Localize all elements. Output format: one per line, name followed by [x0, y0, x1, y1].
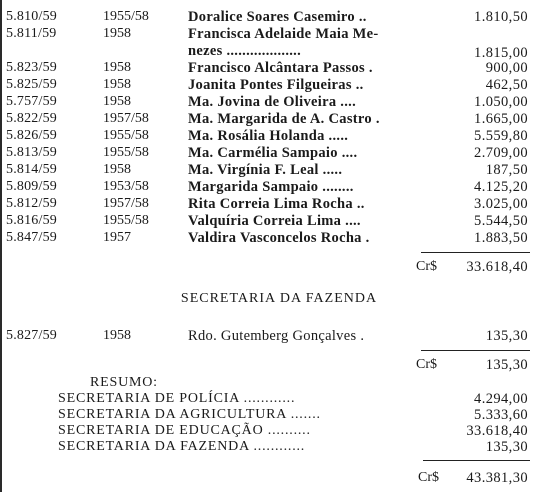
beneficiary-name: Valdira Vasconcelos Rocha .: [188, 230, 370, 246]
process-number: 5.814/59: [6, 162, 57, 177]
year-range: 1953/58: [103, 179, 149, 194]
grand-total-currency: Cr$: [418, 470, 439, 485]
amount: 1.665,00: [474, 111, 528, 127]
amount: 462,50: [485, 77, 528, 93]
summary-label: SECRETARIA DA FAZENDA ............: [58, 439, 306, 454]
entry-row: [0, 25, 558, 43]
beneficiary-name: Rdo. Gutemberg Gonçalves .: [188, 328, 365, 344]
year-range: 1958: [103, 328, 131, 343]
year-range: 1955/58: [103, 128, 149, 143]
summary-label: SECRETARIA DE POLÍCIA ............: [58, 391, 296, 406]
section-total-amount: 135,30: [485, 357, 528, 373]
section-heading: SECRETARIA DA FAZENDA: [180, 291, 378, 306]
entry-row: [0, 195, 558, 213]
process-number: 5.816/59: [6, 213, 57, 228]
process-number: 5.827/59: [6, 328, 57, 343]
beneficiary-name: Francisco Alcântara Passos .: [188, 60, 373, 76]
amount: 4.125,20: [474, 179, 528, 195]
resumo-heading: RESUMO:: [90, 375, 158, 390]
beneficiary-name: Ma. Margarida de A. Castro .: [188, 111, 380, 127]
section-total-currency: Cr$: [416, 357, 437, 372]
process-number: 5.823/59: [6, 60, 57, 75]
amount: 5.559,80: [474, 128, 528, 144]
entry-row: [0, 59, 558, 77]
beneficiary-name: Doralice Soares Casemiro ..: [188, 9, 367, 25]
beneficiary-name: Francisca Adelaide Maia Me-: [188, 26, 379, 42]
amount: 1.883,50: [474, 230, 528, 246]
process-number: 5.757/59: [6, 94, 57, 109]
summary-amount: 5.333,60: [474, 407, 528, 423]
summary-amount: 33.618,40: [466, 423, 528, 439]
summary-label: SECRETARIA DE EDUCAÇÃO ..........: [58, 423, 311, 438]
beneficiary-name: nezes ...................: [188, 43, 302, 59]
entry-row: [0, 161, 558, 179]
summary-amount: 4.294,00: [474, 391, 528, 407]
grand-total-amount: 43.381,30: [466, 470, 528, 486]
section-total-rule: [421, 350, 530, 351]
year-range: 1955/58: [103, 213, 149, 228]
year-range: 1957/58: [103, 111, 149, 126]
process-number: 5.825/59: [6, 77, 57, 92]
entry-row: [0, 178, 558, 196]
process-number: 5.826/59: [6, 128, 57, 143]
year-range: 1958: [103, 60, 131, 75]
amount: 1.050,00: [474, 94, 528, 110]
year-range: 1955/58: [103, 9, 149, 24]
entry-row: [0, 127, 558, 145]
summary-amount: 135,30: [485, 439, 528, 455]
entry-row: [0, 229, 558, 247]
grand-total-rule: [423, 460, 530, 461]
amount: 3.025,00: [474, 196, 528, 212]
process-number: 5.809/59: [6, 179, 57, 194]
amount: 2.709,00: [474, 145, 528, 161]
year-range: 1957: [103, 230, 131, 245]
year-range: 1958: [103, 26, 131, 41]
process-number: 5.811/59: [6, 26, 57, 41]
beneficiary-name: Ma. Virgínia F. Leal .....: [188, 162, 343, 178]
entry-row: [0, 8, 558, 26]
process-number: 5.812/59: [6, 196, 57, 211]
entry-row: [0, 327, 558, 345]
subtotal-rule: [421, 252, 530, 253]
amount: 187,50: [485, 162, 528, 178]
year-range: 1958: [103, 162, 131, 177]
beneficiary-name: Joanita Pontes Filgueiras ..: [188, 77, 364, 93]
entry-row: [0, 212, 558, 230]
beneficiary-name: Rita Correia Lima Rocha ..: [188, 196, 365, 212]
amount: 5.544,50: [474, 213, 528, 229]
process-number: 5.847/59: [6, 230, 57, 245]
process-number: 5.810/59: [6, 9, 57, 24]
summary-label: SECRETARIA DA AGRICULTURA .......: [58, 407, 321, 422]
amount: 900,00: [485, 60, 528, 76]
entry-row: [0, 76, 558, 94]
year-range: 1955/58: [103, 145, 149, 160]
year-range: 1957/58: [103, 196, 149, 211]
beneficiary-name: Ma. Jovina de Oliveira ....: [188, 94, 356, 110]
entry-row: [0, 144, 558, 162]
amount: 1.810,50: [474, 9, 528, 25]
subtotal-amount: 33.618,40: [466, 259, 528, 275]
entry-row: [0, 93, 558, 111]
process-number: 5.822/59: [6, 111, 57, 126]
beneficiary-name: Ma. Rosália Holanda .....: [188, 128, 349, 144]
process-number: 5.813/59: [6, 145, 57, 160]
year-range: 1958: [103, 77, 131, 92]
beneficiary-name: Ma. Carmélia Sampaio ....: [188, 145, 358, 161]
beneficiary-name: Margarida Sampaio ........: [188, 179, 354, 195]
amount: 1.815,00: [474, 45, 528, 61]
beneficiary-name: Valquíria Correia Lima ....: [188, 213, 361, 229]
year-range: 1958: [103, 94, 131, 109]
entry-row-continuation: [0, 42, 558, 60]
entry-row: [0, 110, 558, 128]
amount: 135,30: [485, 328, 528, 344]
subtotal-currency: Cr$: [416, 259, 437, 274]
